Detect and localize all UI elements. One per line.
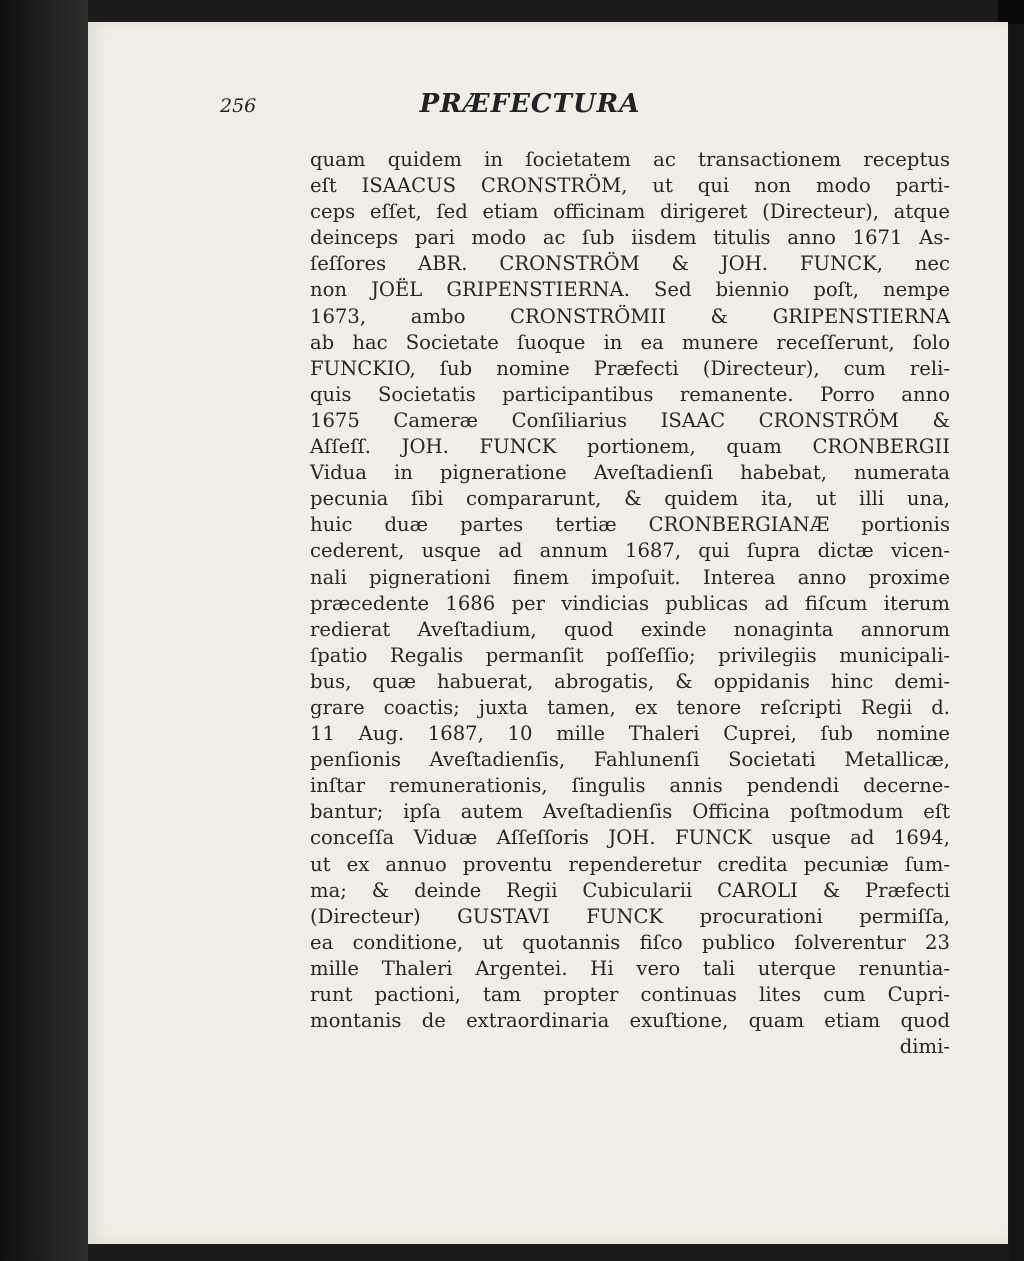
text-line: ſpatio Regalis permanſit poſſeſſio; privilegiis municipali- [310, 643, 950, 667]
page-header [220, 89, 940, 135]
text-line: 1673, ambo CRONSTRÖMII & GRIPENSTIERNA [310, 304, 950, 328]
text-line: ma; & deinde Regii Cubicularii CAROLI & Præfecti [310, 878, 950, 902]
text-line: redierat Aveſtadium, quod exinde nonaginta annorum [310, 617, 950, 641]
text-line: 11 Aug. 1687, 10 mille Thaleri Cuprei, ſub nomine [310, 722, 950, 746]
text-line: grare coactis; juxta tamen, ex tenore reſcripti Regii d. [310, 695, 950, 719]
text-line: Aſſeſſ. JOH. FUNCK portionem, quam CRONBERGII [310, 435, 950, 459]
text-line: ea conditione, ut quotannis fiſco publico ſolverentur 23 [310, 930, 950, 954]
text-line: ſeſſores ABR. CRONSTRÖM & JOH. FUNCK, nec [310, 252, 950, 276]
scan-right-margin [1010, 0, 1024, 1261]
text-line: ab hac Societate ſuoque in ea munere receſſerunt, ſolo [310, 330, 950, 354]
scan-left-margin [0, 0, 88, 1261]
text-line: ut ex annuo proventu rependeretur credita pecuniæ ſum- [310, 852, 950, 876]
text-line: nali pignerationi finem impoſuit. Interea anno proxime [310, 565, 950, 589]
text-line: runt pactioni, tam propter continuas lites cum Cupri- [310, 983, 950, 1006]
text-line: penſionis Aveſtadienſis, Fahlunenſi Societati Metallicæ, [310, 748, 950, 772]
catchword: dimi- [899, 1035, 950, 1059]
text-line: deinceps pari modo ac ſub iisdem titulis anno 1671 As- [310, 226, 950, 250]
text-line: bus, quæ habuerat, abrogatis, & oppidanis hinc demi- [310, 669, 950, 693]
text-line: præcedente 1686 per vindicias publicas ad fiſcum iterum [310, 591, 950, 615]
text-line: montanis de extraordinaria exuſtione, quam etiam quod [310, 1009, 950, 1033]
text-line: bantur; ipſa autem Aveſtadienſis Officina poſtmodum eſt [310, 800, 950, 824]
running-title: PRÆFECTURA [419, 89, 641, 119]
text-line: eſt ISAACUS CRONSTRÖM, ut qui non modo parti- [310, 174, 950, 198]
text-line: huic duæ partes tertiæ CRONBERGIANÆ portionis [310, 513, 950, 537]
text-line: conceſſa Viduæ Aſſeſſoris JOH. FUNCK usque ad 1694, [310, 826, 950, 850]
body-text [310, 147, 950, 1060]
text-line: (Directeur) GUSTAVI FUNCK procurationi permiſſa, [310, 904, 950, 928]
text-line: quam quidem in ſocietatem ac transactionem receptus [310, 148, 950, 171]
text-line: FUNCKIO, ſub nomine Præfecti (Directeur), cum reli- [310, 356, 950, 380]
text-line: Vidua in pigneratione Aveſtadienſi habebat, numerata [310, 461, 950, 485]
text-line: mille Thaleri Argentei. Hi vero tali uterque renuntia- [310, 956, 950, 980]
text-line: ceps eſſet, ſed etiam officinam dirigeret (Directeur), atque [310, 200, 950, 224]
text-line: inſtar remunerationis, ſingulis annis pendendi decerne- [310, 774, 950, 798]
page-number: 256 [220, 95, 257, 117]
text-line: 1675 Cameræ Conſiliarius ISAAC CRONSTRÖM & [310, 408, 950, 432]
text-line: non JOËL GRIPENSTIERNA. Sed biennio poſt, nempe [310, 278, 950, 302]
scan-corner-mark [998, 0, 1024, 24]
text-line: pecunia ſibi compararunt, & quidem ita, ut illi una, [310, 487, 950, 511]
text-line: quis Societatis participantibus remanente. Porro anno [310, 382, 950, 406]
text-line: cederent, usque ad annum 1687, qui ſupra dictæ vicen- [310, 539, 950, 563]
